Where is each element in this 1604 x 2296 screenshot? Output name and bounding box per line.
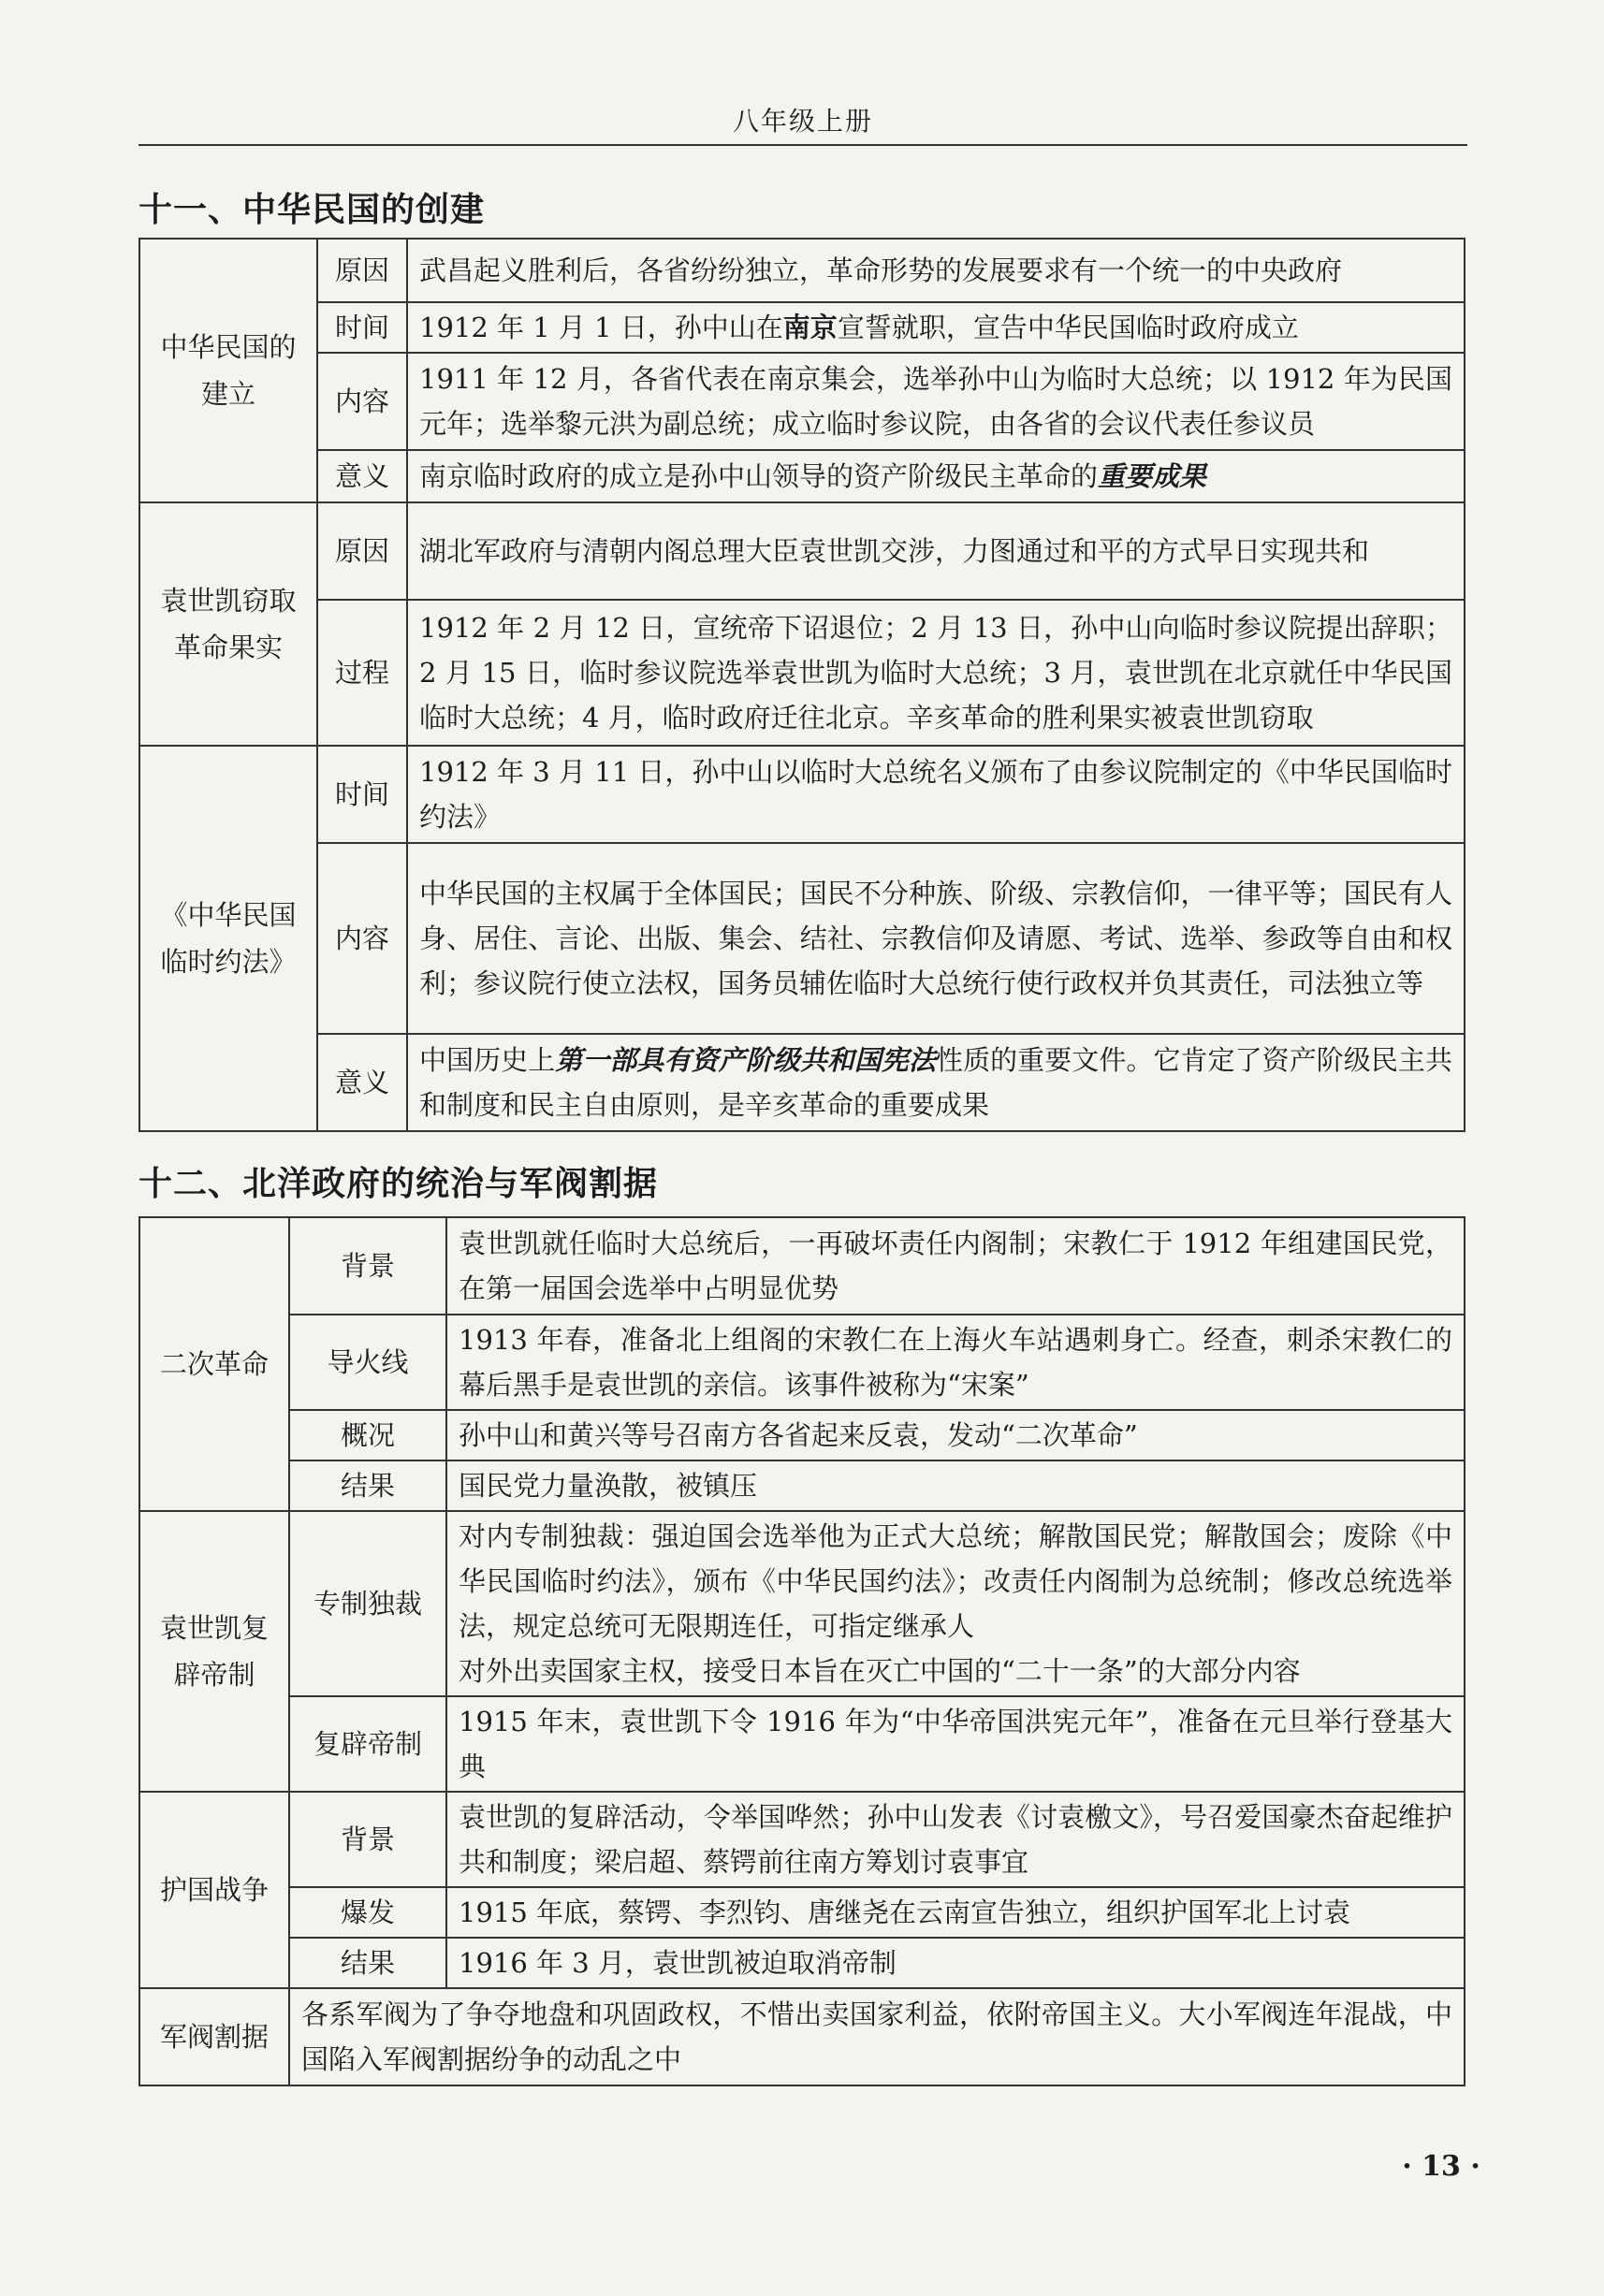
summary-table-12	[139, 1216, 1465, 2086]
row-label: 结果	[289, 1460, 446, 1511]
table-row	[139, 353, 1465, 450]
row-label: 爆发	[289, 1887, 446, 1938]
table-row	[139, 1511, 1465, 1696]
group-label: 二次革命	[139, 1217, 289, 1511]
table-row	[139, 1315, 1465, 1410]
group-label: 《中华民国临时约法》	[139, 746, 317, 1131]
row-content: 南京临时政府的成立是孙中山领导的资产阶级民主革命的重要成果	[407, 450, 1465, 502]
table-row	[139, 843, 1465, 1034]
table-row	[139, 239, 1465, 302]
row-label: 复辟帝制	[289, 1696, 446, 1792]
row-label: 导火线	[289, 1315, 446, 1410]
page-header: 八年级上册	[732, 106, 873, 137]
row-label: 内容	[317, 353, 407, 450]
row-content: 武昌起义胜利后，各省纷纷独立，革命形势的发展要求有一个统一的中央政府	[407, 239, 1465, 302]
table-row	[139, 1938, 1465, 1988]
table-row	[139, 1988, 1465, 2085]
row-label: 结果	[289, 1938, 446, 1988]
emphasis-text: 第一部具有资产阶级共和国宪法	[555, 1044, 937, 1076]
row-content: 1915 年底，蔡锷、李烈钧、唐继尧在云南宣告独立，组织护国军北上讨袁	[446, 1887, 1465, 1938]
row-content: 1912 年 1 月 1 日，孙中山在南京宣誓就职，宣告中华民国临时政府成立	[407, 302, 1465, 353]
row-content: 1912 年 2 月 12 日，宣统帝下诏退位；2 月 13 日，孙中山向临时参议院提出辞职；2 月 15 日，临时参议院选举袁世凯为临时大总统；3 月，袁世凯在北京就任中华民国临时大总统；4 月，临时政府迁往北京。辛亥革命的胜利果实被袁世凯窃取	[407, 600, 1465, 746]
table-row	[139, 1696, 1465, 1792]
section-title-11: 十一、中华民国的创建	[139, 191, 486, 229]
row-content: 袁世凯的复辟活动，令举国哗然；孙中山发表《讨袁檄文》，号召爱国豪杰奋起维护共和制度；梁启超、蔡锷前往南方筹划讨袁事宜	[446, 1792, 1465, 1887]
row-content: 湖北军政府与清朝内阁总理大臣袁世凯交涉，力图通过和平的方式早日实现共和	[407, 502, 1465, 600]
row-label: 意义	[317, 1034, 407, 1131]
row-label: 概况	[289, 1410, 446, 1460]
row-label: 时间	[317, 302, 407, 353]
table-row	[139, 600, 1465, 746]
emphasis-text: 重要成果	[1098, 460, 1207, 492]
table-row	[139, 1460, 1465, 1511]
table-row	[139, 1887, 1465, 1938]
section-title-12: 十二、北洋政府的统治与军阀割据	[139, 1165, 659, 1203]
row-label: 过程	[317, 600, 407, 746]
table-row	[139, 502, 1465, 600]
row-content: 1913 年春，准备北上组阁的宋教仁在上海火车站遇刺身亡。经查，刺杀宋教仁的幕后黑手是袁世凯的亲信。该事件被称为“宋案”	[446, 1315, 1465, 1410]
table-row	[139, 1792, 1465, 1887]
table-row	[139, 450, 1465, 502]
row-label: 内容	[317, 843, 407, 1034]
group-label: 袁世凯窃取革命果实	[139, 502, 317, 746]
summary-table-11	[139, 238, 1465, 1132]
row-label: 时间	[317, 746, 407, 843]
group-label: 军阀割据	[139, 1988, 289, 2085]
row-label: 原因	[317, 502, 407, 600]
row-content: 国民党力量涣散，被镇压	[446, 1460, 1465, 1511]
row-content: 1912 年 3 月 11 日，孙中山以临时大总统名义颁布了由参议院制定的《中华民国临时约法》	[407, 746, 1465, 843]
group-label: 护国战争	[139, 1792, 289, 1988]
row-content: 中国历史上第一部具有资产阶级共和国宪法性质的重要文件。它肯定了资产阶级民主共和制度和民主自由原则，是辛亥革命的重要成果	[407, 1034, 1465, 1131]
emphasis-text: 南京	[782, 312, 838, 343]
row-content: 1911 年 12 月，各省代表在南京集会，选举孙中山为临时大总统；以 1912 年为民国元年；选举黎元洪为副总统；成立临时参议院，由各省的会议代表任参议员	[407, 353, 1465, 450]
table-row	[139, 1034, 1465, 1131]
row-content: 对内专制独裁：强迫国会选举他为正式大总统；解散国民党；解散国会；废除《中华民国临时约法》，颁布《中华民国约法》；改责任内阁制为总统制；修改总统选举法，规定总统可无限期连任，可指定继承人 对外出卖国家主权，接受日本旨在灭亡中国的“二十一条”的大部分内容	[446, 1511, 1465, 1696]
row-content: 中华民国的主权属于全体国民；国民不分种族、阶级、宗教信仰，一律平等；国民有人身、居住、言论、出版、集会、结社、宗教信仰及请愿、考试、选举、参政等自由和权利；参议院行使立法权，国务员辅佐临时大总统行使行政权并负其责任，司法独立等	[407, 843, 1465, 1034]
table-row	[139, 1217, 1465, 1315]
row-content: 1916 年 3 月，袁世凯被迫取消帝制	[446, 1938, 1465, 1988]
row-label: 原因	[317, 239, 407, 302]
row-label: 背景	[289, 1792, 446, 1887]
table-row	[139, 302, 1465, 353]
page-number: · 13 ·	[1402, 2150, 1480, 2183]
group-label: 袁世凯复辟帝制	[139, 1511, 289, 1792]
row-content: 袁世凯就任临时大总统后，一再破坏责任内阁制；宋教仁于 1912 年组建国民党，在第一届国会选举中占明显优势	[446, 1217, 1465, 1315]
row-label: 专制独裁	[289, 1511, 446, 1696]
row-content: 各系军阀为了争夺地盘和巩固政权，不惜出卖国家利益，依附帝国主义。大小军阀连年混战，中国陷入军阀割据纷争的动乱之中	[289, 1988, 1465, 2085]
header-rule	[139, 144, 1467, 146]
group-label: 中华民国的建立	[139, 239, 317, 502]
table-row	[139, 746, 1465, 843]
row-label: 意义	[317, 450, 407, 502]
row-label: 背景	[289, 1217, 446, 1315]
row-content: 孙中山和黄兴等号召南方各省起来反袁，发动“二次革命”	[446, 1410, 1465, 1460]
row-content: 1915 年末，袁世凯下令 1916 年为“中华帝国洪宪元年”，准备在元旦举行登基大典	[446, 1696, 1465, 1792]
table-row	[139, 1410, 1465, 1460]
